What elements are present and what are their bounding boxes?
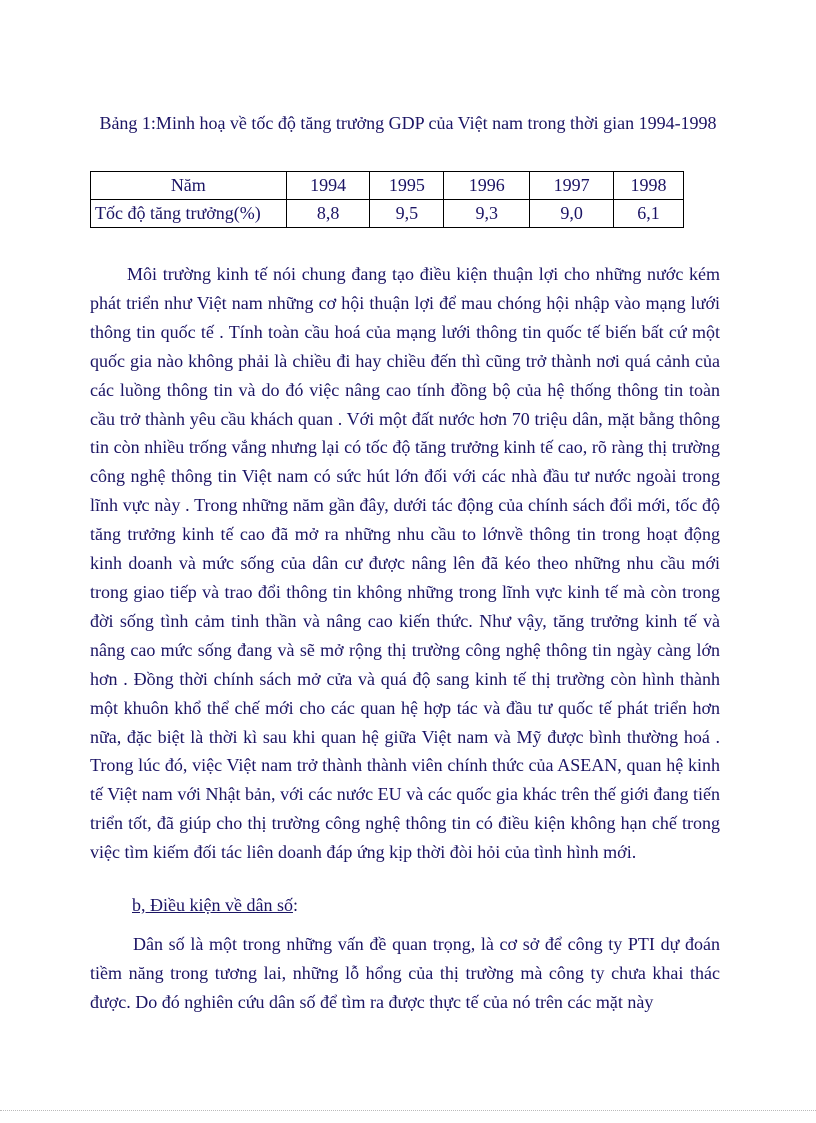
section-subheading: [132, 891, 298, 920]
subheading-colon: :: [292, 895, 298, 915]
table-data-row: [91, 200, 684, 228]
year-cell: 1998: [614, 172, 684, 200]
year-cell: 1997: [530, 172, 614, 200]
value-cell: 9,5: [370, 200, 444, 228]
year-cell: 1994: [286, 172, 370, 200]
value-cell: 8,8: [286, 200, 370, 228]
table-header-row: [91, 172, 684, 200]
year-cell: 1996: [444, 172, 530, 200]
year-cell: 1995: [370, 172, 444, 200]
row-label-cell: Tốc độ tăng trưởng(%): [91, 200, 287, 228]
gdp-growth-table: [90, 171, 684, 228]
value-cell: 9,0: [530, 200, 614, 228]
value-cell: 9,3: [444, 200, 530, 228]
subheading-text: b, Điều kiện về dân số: [132, 895, 293, 915]
table-caption: Bảng 1:Minh hoạ về tốc độ tăng trưởng GDP của Việt nam trong thời gian 1994-1998: [99, 113, 717, 133]
page-bottom-divider: [0, 1110, 816, 1111]
body-paragraph-economic-environment: Môi trường kinh tế nói chung đang tạo điều kiện thuận lợi cho những nước kém phát triển như Việt nam những cơ hội thuận lợi để mau chóng hội nhập vào mạng lưới thông tin quốc tế . Tính toàn cầu hoá của mạng lưới thông tin quốc tế biến bất cứ một quốc gia nào không phải là chiều đi hay chiều đến thì cũng trở thành nơi quá cảnh của các luồng thông tin và do đó việc nâng cao tính đồng bộ của hệ thống thông tin toàn cầu trở thành yêu cầu khách quan . Với một đất nước hơn 70 triệu dân, mặt bằng thông tin còn nhiều trống vắng nhưng lại có tốc độ tăng trưởng kinh tế cao, rõ ràng thị trường công nghệ thông tin Việt nam có sức hút lớn đối với các nhà đầu tư nước ngoài trong lĩnh vực này . Trong những năm gần đây, dưới tác động của chính sách đổi mới, tốc độ tăng trưởng kinh tế cao đã mở ra những nhu cầu to lớnvề thông tin trong hoạt động kinh doanh và mức sống của dân cư được nâng lên đã kéo theo những nhu cầu mới trong giao tiếp và trao đổi thông tin không những trong lĩnh vực kinh tế mà còn trong đời sống tình cảm tinh thần và nâng cao kiến thức. Như vậy, tăng trưởng kinh tế và nâng cao mức sống đang và sẽ mở rộng thị trường công nghệ thông tin ngày càng lớn hơn . Đồng thời chính sách mở cửa và quá độ sang kinh tế thị trường còn hình thành một khuôn khổ thể chế mới cho các quan hệ hợp tác và đầu tư quốc tế phát triển hơn nữa, đặc biệt là thời kì sau khi quan hệ giữa Việt nam và Mỹ được bình thường hoá . Trong lúc đó, việc Việt nam trở thành thành viên chính thức của ASEAN, quan hệ kinh tế Việt nam với Nhật bản, với các nước EU và các quốc gia khác trên thế giới đang tiến triển tốt, đã giúp cho thị trường công nghệ thông tin có điều kiện không hạn chế trong việc tìm kiếm đối tác liên doanh đáp ứng kịp thời đòi hỏi của tình hình mới.: [90, 264, 720, 863]
value-cell: 6,1: [614, 200, 684, 228]
body-paragraph-population: Dân số là một trong những vấn đề quan trọng, là cơ sở để công ty PTI dự đoán tiềm năng trong tương lai, những lỗ hổng của thị trường mà công ty chưa khai thác được. Do đó nghiên cứu dân số để tìm ra được thực tế của nó trên các mặt này: [90, 934, 720, 1012]
header-label-cell: Năm: [91, 172, 287, 200]
